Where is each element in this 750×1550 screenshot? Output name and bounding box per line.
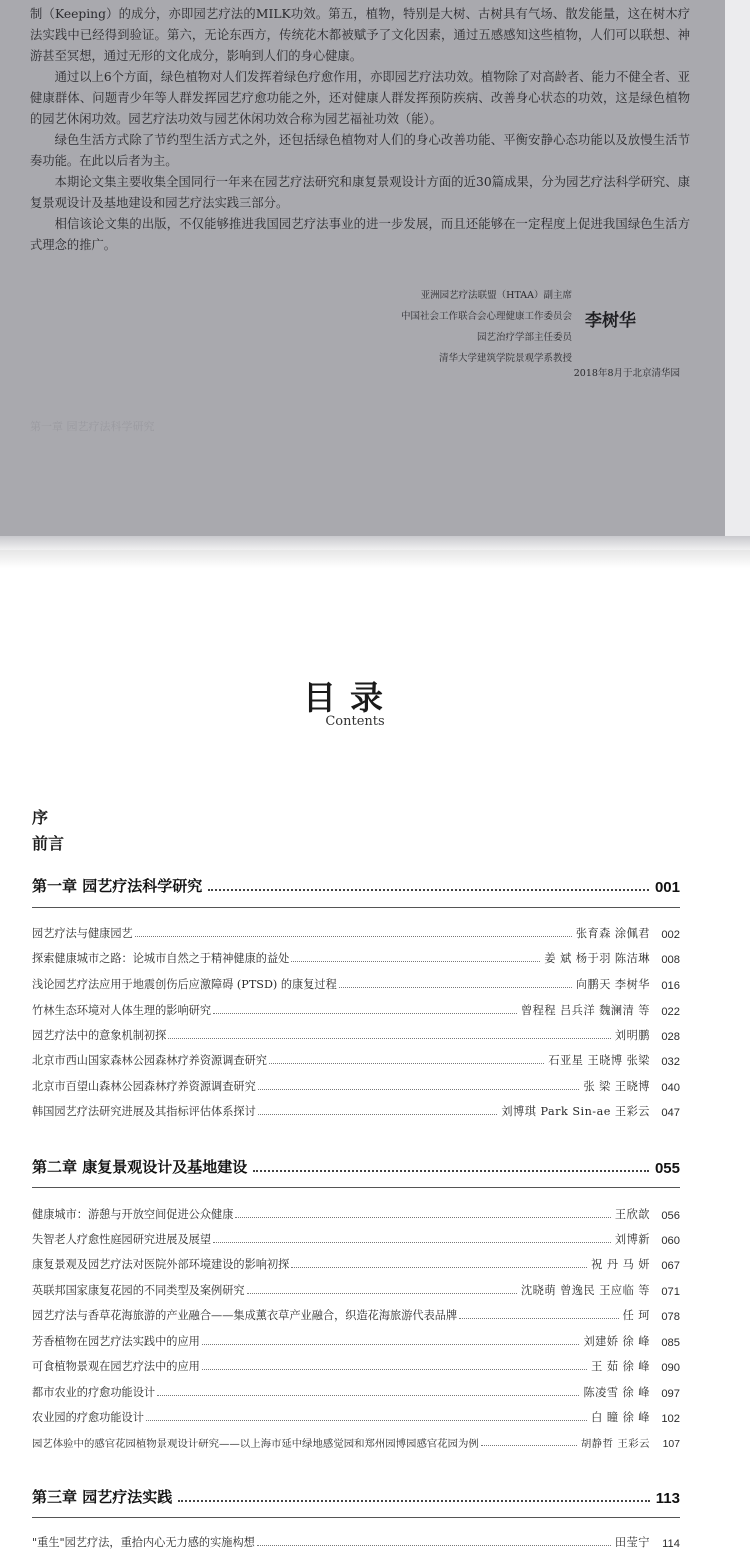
preface-body bbox=[30, 4, 690, 256]
entry-title: 失智老人疗愈性庭园研究进展及展望 bbox=[32, 1233, 212, 1246]
chapter-label: 第二章 康复景观设计及基地建设 bbox=[32, 1158, 248, 1176]
entry-page: 102 bbox=[661, 1413, 680, 1425]
toc-title: 目录 bbox=[303, 678, 397, 717]
chapter-page: 113 bbox=[655, 1490, 680, 1507]
entry-authors: 刘建娇 徐 峰 bbox=[583, 1335, 650, 1348]
entry-authors: 石亚星 王晓博 张梁 bbox=[548, 1054, 650, 1067]
preface-paragraph: 制（Keeping）的成分，亦即园艺疗法的MILK功效。第五，植物，特别是大树、古树具有气场、散发能量，这在树木疗法实践中已经得到验证。第六，无论东西方，传统花木都被赋予了文化因素，通过五感感知这些植物，人们可以联想、神游甚至冥想，通过无形的文化成分，影响到人们的身心健康。 bbox=[30, 7, 690, 63]
signature-title: 中国社会工作联合会心理健康工作委员会 bbox=[400, 311, 572, 322]
toc-entry[interactable] bbox=[32, 1280, 680, 1298]
toc-entry[interactable] bbox=[32, 1050, 680, 1068]
dot-leader bbox=[481, 1445, 577, 1446]
entry-title: "重生"园艺疗法，重拾内心无力感的实施构想 bbox=[32, 1536, 255, 1549]
entry-page: 028 bbox=[661, 1031, 680, 1043]
toc-entry[interactable] bbox=[32, 1356, 680, 1374]
entry-authors: 田莹宁 bbox=[614, 1536, 650, 1549]
dot-leader bbox=[339, 987, 572, 988]
dot-leader bbox=[291, 961, 540, 962]
toc-entry[interactable] bbox=[32, 923, 680, 941]
chapter-page: 001 bbox=[654, 879, 680, 896]
entry-authors: 沈晓萌 曾逸民 王应临 等 bbox=[520, 1284, 650, 1297]
entry-page: 085 bbox=[661, 1337, 680, 1349]
toc-entry[interactable] bbox=[32, 1532, 680, 1550]
entry-page: 008 bbox=[661, 954, 680, 966]
chapter-rule bbox=[32, 1187, 680, 1188]
entry-page: 056 bbox=[661, 1210, 680, 1222]
dot-leader bbox=[168, 1038, 611, 1039]
toc-entry[interactable] bbox=[32, 1254, 680, 1272]
toc-subtitle: Contents bbox=[325, 714, 385, 729]
toc-entry[interactable] bbox=[32, 1382, 680, 1400]
entry-authors: 向鹏天 李树华 bbox=[575, 978, 650, 991]
entry-title: 竹林生态环境对人体生理的影响研究 bbox=[32, 1004, 212, 1017]
signature-name: 李树华 bbox=[585, 311, 636, 331]
entry-page: 114 bbox=[662, 1538, 680, 1550]
entry-authors: 刘明鹏 bbox=[614, 1029, 650, 1042]
dot-leader bbox=[208, 889, 649, 891]
entry-page: 107 bbox=[662, 1439, 680, 1450]
dot-leader bbox=[202, 1369, 587, 1370]
toc-entry[interactable] bbox=[32, 1025, 680, 1043]
signature-title: 园艺治疗学部主任委员 bbox=[476, 332, 572, 343]
entry-title: 可食植物景观在园艺疗法中的应用 bbox=[32, 1360, 200, 1373]
entry-page: 097 bbox=[661, 1388, 680, 1400]
dot-leader bbox=[258, 1089, 580, 1090]
entry-authors: 刘博新 bbox=[614, 1233, 650, 1246]
chapter-heading[interactable] bbox=[32, 1483, 680, 1507]
entry-page: 040 bbox=[661, 1082, 680, 1094]
entry-title: 芳香植物在园艺疗法实践中的应用 bbox=[32, 1335, 200, 1348]
signature-date: 2018年8月于北京清华园 bbox=[573, 368, 680, 379]
entry-title: 农业园的疗愈功能设计 bbox=[32, 1411, 144, 1424]
entry-title: 园艺疗法与健康园艺 bbox=[32, 927, 133, 940]
entry-authors: 刘博琪 Park Sin-ae 王彩云 bbox=[501, 1105, 650, 1118]
toc-entry[interactable] bbox=[32, 1331, 680, 1349]
preface-paragraph: 相信该论文集的出版，不仅能够推进我国园艺疗法事业的进一步发展，而且还能够在一定程度上促进我国绿色生活方式理念的推广。 bbox=[30, 217, 690, 252]
dot-leader bbox=[235, 1217, 611, 1218]
preface-page bbox=[0, 0, 750, 550]
chapter-rule bbox=[32, 907, 680, 908]
dot-leader bbox=[258, 1114, 498, 1115]
entry-authors: 王 茹 徐 峰 bbox=[591, 1360, 650, 1373]
entry-authors: 王欣歆 bbox=[614, 1208, 650, 1221]
entry-authors: 张育森 涂佩君 bbox=[575, 927, 650, 940]
entry-title: 北京市百望山森林公园森林疗养资源调查研究 bbox=[32, 1080, 256, 1093]
entry-title: 探索健康城市之路：论城市自然之于精神健康的益处 bbox=[32, 952, 290, 965]
toc-entry[interactable] bbox=[32, 1305, 680, 1323]
entry-title: 韩国园艺疗法研究进展及其指标评估体系探讨 bbox=[32, 1105, 256, 1118]
toc-entry[interactable] bbox=[32, 948, 680, 966]
toc-entry[interactable] bbox=[32, 974, 680, 992]
toc-entry[interactable] bbox=[32, 1407, 680, 1425]
entry-page: 090 bbox=[661, 1362, 680, 1374]
preface-paragraph: 绿色生活方式除了节约型生活方式之外，还包括绿色植物对人们的身心改善功能、平衡安静心态功能以及放慢生活节奏功能。在此以后者为主。 bbox=[30, 133, 690, 168]
chapter-heading[interactable] bbox=[32, 872, 680, 896]
dot-leader bbox=[135, 936, 572, 937]
dot-leader bbox=[213, 1013, 517, 1014]
entry-page: 047 bbox=[661, 1107, 680, 1119]
chapter-page: 055 bbox=[654, 1160, 680, 1177]
toc-entry[interactable] bbox=[32, 1076, 680, 1094]
preface-paragraph: 本期论文集主要收集全国同行一年来在园艺疗法研究和康复景观设计方面的近30篇成果，分为园艺疗法科学研究、康复景观设计及基地建设和园艺疗法实践三部分。 bbox=[30, 175, 690, 210]
toc-entry[interactable] bbox=[32, 1432, 680, 1450]
dot-leader bbox=[253, 1170, 649, 1172]
entry-page: 060 bbox=[661, 1235, 680, 1247]
chapter-label: 第一章 园艺疗法科学研究 bbox=[32, 877, 203, 895]
entry-page: 032 bbox=[661, 1056, 680, 1068]
contents-page bbox=[0, 550, 750, 1550]
dot-leader bbox=[157, 1395, 579, 1396]
entry-page: 016 bbox=[661, 980, 680, 992]
show-through-text: 第一章 园艺疗法科学研究 bbox=[30, 420, 155, 433]
dot-leader bbox=[178, 1500, 650, 1502]
entry-title: 英联邦国家康复花园的不同类型及案例研究 bbox=[32, 1284, 245, 1297]
entry-authors: 胡静哲 王彩云 bbox=[580, 1438, 650, 1450]
entry-page: 078 bbox=[661, 1311, 680, 1323]
toc-entry[interactable] bbox=[32, 1204, 680, 1222]
dot-leader bbox=[202, 1344, 580, 1345]
entry-title: 园艺体验中的感官花园植物景观设计研究——以上海市延中绿地感觉园和郑州园博园感官花园为例 bbox=[32, 1438, 479, 1450]
page-gap bbox=[0, 536, 750, 550]
entry-title: 北京市西山国家森林公园森林疗养资源调查研究 bbox=[32, 1054, 267, 1067]
chapter-rule bbox=[32, 1517, 680, 1518]
entry-page: 002 bbox=[661, 929, 680, 941]
entry-page: 067 bbox=[661, 1260, 680, 1272]
dot-leader bbox=[247, 1293, 517, 1294]
page-shadow bbox=[0, 550, 750, 568]
dot-leader bbox=[146, 1420, 587, 1421]
signature-title: 清华大学建筑学院景观学系教授 bbox=[438, 353, 572, 364]
entry-title: 浅论园艺疗法应用于地震创伤后应激障碍 (PTSD) 的康复过程 bbox=[32, 978, 337, 991]
entry-title: 园艺疗法中的意象机制初探 bbox=[32, 1029, 167, 1042]
entry-title: 康复景观及园艺疗法对医院外部环境建设的影响初探 bbox=[32, 1258, 290, 1271]
toc-entry[interactable] bbox=[32, 1229, 680, 1247]
entry-authors: 祝 丹 马 妍 bbox=[591, 1258, 650, 1271]
signature-title: 亚洲园艺疗法联盟（HTAA）副主席 bbox=[420, 290, 572, 301]
entry-page: 071 bbox=[661, 1286, 680, 1298]
entry-title: 健康城市：游憩与开放空间促进公众健康 bbox=[32, 1208, 234, 1221]
dot-leader bbox=[269, 1063, 544, 1064]
entry-authors: 白 瞳 徐 峰 bbox=[591, 1411, 650, 1424]
entry-authors: 张 梁 王晓博 bbox=[583, 1080, 650, 1093]
front-matter-foreword: 前言 bbox=[32, 834, 65, 853]
entry-authors: 陈凌雪 徐 峰 bbox=[583, 1386, 650, 1399]
toc-entry[interactable] bbox=[32, 1000, 680, 1018]
page-edge bbox=[725, 0, 750, 550]
signature-titles bbox=[340, 285, 572, 369]
entry-page: 022 bbox=[661, 1006, 680, 1018]
toc-entry[interactable] bbox=[32, 1101, 680, 1119]
chapter-heading[interactable] bbox=[32, 1153, 680, 1177]
entry-authors: 姜 斌 杨于羽 陈洁琳 bbox=[544, 952, 650, 965]
entry-authors: 曾程程 吕兵洋 魏澜清 等 bbox=[520, 1004, 650, 1017]
entry-title: 都市农业的疗愈功能设计 bbox=[32, 1386, 156, 1399]
dot-leader bbox=[213, 1242, 611, 1243]
front-matter-preface: 序 bbox=[32, 808, 49, 827]
entry-title: 园艺疗法与香草花海旅游的产业融合——集成薰衣草产业融合，织造花海旅游代表品牌 bbox=[32, 1309, 458, 1322]
dot-leader bbox=[459, 1318, 618, 1319]
chapter-label: 第三章 园艺疗法实践 bbox=[32, 1488, 173, 1506]
dot-leader bbox=[291, 1267, 587, 1268]
entry-authors: 任 珂 bbox=[622, 1309, 650, 1322]
preface-paragraph: 通过以上6个方面，绿色植物对人们发挥着绿色疗愈作用，亦即园艺疗法功效。植物除了对高龄者、能力不健全者、亚健康群体、问题青少年等人群发挥园艺疗愈功能之外，还对健康人群发挥预防疾病、改善身心状态的功效，这是绿色植物的园艺休闲功效。园艺疗法功效与园艺休闲功效合称为园艺福祉功效（能）。 bbox=[30, 70, 690, 126]
